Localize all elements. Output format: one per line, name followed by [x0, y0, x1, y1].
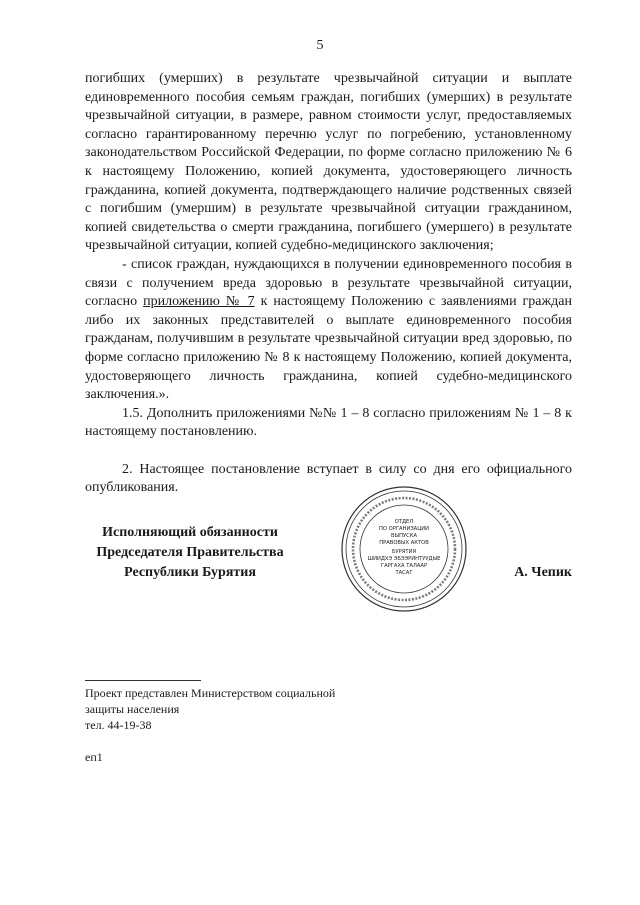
document-body — [85, 70, 572, 498]
seal-line: ОТДЕЛ — [394, 519, 414, 525]
footer-line-1: Проект представлен Министерством социальной — [85, 686, 336, 700]
footer-line-2: защиты населения — [85, 702, 180, 716]
signatory-title-line-2: Председателя Правительства — [96, 545, 284, 560]
signatory-title-line-1: Исполняющий обязанности — [102, 525, 278, 540]
paragraph-continuation: погибших (умерших) в результате чрезвычайной ситуации и выплате единовременного пособия семьям граждан, погибших (умерших) в результате чрезвычайной ситуации, в размере, равном стоимости услуг, предоставляемых согласно гарантированному перечню услуг по погребению, установленному законодательством Российской Федерации, по форме согласно приложению № 6 к настоящему Положению, копией документа, удостоверяющего личность гражданина, копией документа, подтверждающего наличие родственных связей с погибшим (умершим) в результате чрезвычайной ситуации гражданином, копией свидетельства о смерти гражданина, погибшего (умершего) в результате чрезвычайной ситуации, копией судебно-медицинского заключения; — [85, 71, 572, 254]
paragraph-list-item — [85, 256, 572, 405]
seal-line: ТАСАГ — [395, 570, 413, 576]
signatory-name: А. Чепик — [514, 565, 572, 580]
page-number: 5 — [316, 38, 324, 53]
footer-divider — [85, 680, 201, 681]
footer-note — [85, 680, 405, 765]
official-seal — [340, 485, 468, 613]
seal-line: ШИИДХЭ ЭБЭЭРИНТУУДЫЕ — [367, 556, 441, 562]
paragraph-list-item-text-start: - список граждан, нуждающихся в получении единовременного пособия в связи с получением вреда здоровью в результате чрезвычайной ситуации, согласно — [85, 256, 572, 310]
signature-block — [85, 523, 572, 583]
seal-line: ГАРГАХА ТАЛААР — [380, 563, 428, 569]
signatory-title — [85, 523, 295, 583]
seal-center-text — [368, 519, 441, 576]
footer-code: еп1 — [85, 750, 103, 764]
seal-line: ПО ОРГАНИЗАЦИИ — [378, 526, 430, 532]
appendix-7-link[interactable]: приложению № 7 — [143, 294, 255, 310]
footer-phone: тел. 44-19-38 — [85, 718, 152, 732]
seal-line: БУРЯТИЯ — [391, 549, 417, 555]
paragraph-list-item-text-end: к настоящему Положению с заявлениями граждан либо их законных представителей о выплате единовременного пособия гражданам, получившим в результате чрезвычайной ситуации вред здоровью, по форме согласно приложению № 8 к настоящему Положению, копией документа, удостоверяющего личность гражданина, копией судебно-медицинского заключения.». — [85, 294, 572, 403]
seal-line: ПРАВОВЫХ АКТОВ — [379, 540, 429, 546]
paragraph-1-5: 1.5. Дополнить приложениями №№ 1 – 8 согласно приложениям № 1 – 8 к настоящему постановлению. — [85, 405, 572, 440]
signatory-title-line-3: Республики Бурятия — [124, 565, 256, 580]
paragraph-2: 2. Настоящее постановление вступает в силу со дня его официального опубликования. — [85, 461, 572, 496]
seal-line: ВЫПУСКА — [390, 533, 418, 539]
